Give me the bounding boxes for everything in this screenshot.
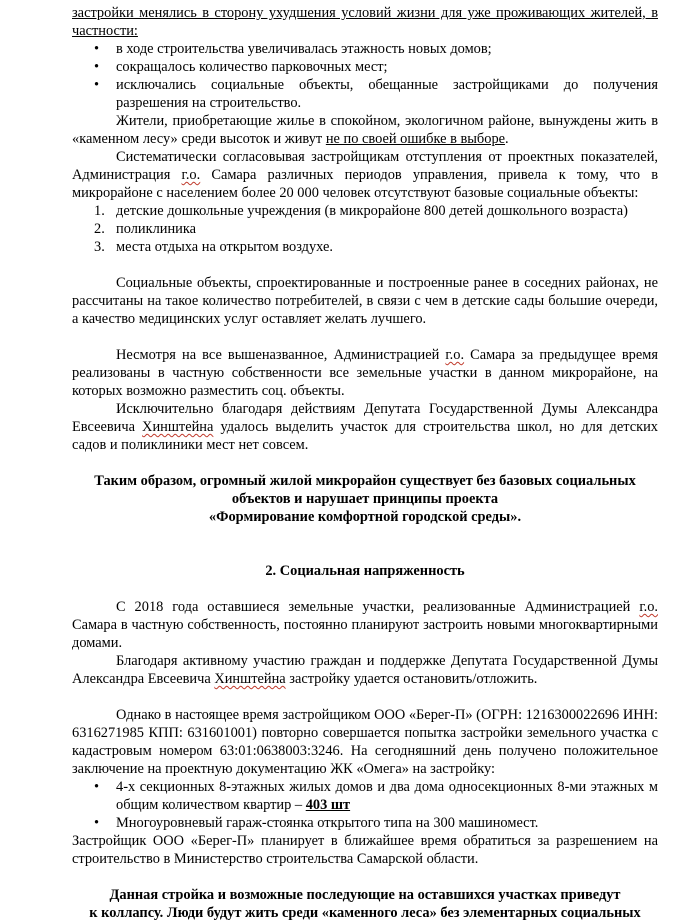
conclusion-block: Таким образом, огромный жилой микрорайон существует без базовых социальных объектов и нарушает принципы проекта «Формирование комфортной городской среды». (94, 473, 636, 525)
bullet-icon: • (94, 815, 100, 831)
section-heading: 2. Социальная напряженность (265, 563, 465, 579)
final-block: Данная стройка и возможные последующие на оставшихся участках приведут к коллапсу. Люди будут жить среди «каменного леса» без элементарных социальных (89, 887, 641, 921)
residents-paragraph: Жители, приобретающие жилье в спокойном, экологичном районе, вынуждены жить в «каменном лесу» среди высоток и живут не по своей ошибке в выборе. (72, 113, 658, 147)
however-paragraph: Однако в настоящее время застройщиком ООО «Берег-П» (ОГРН: 1216300022696 ИНН: 6316271985 КПП: 631601001) повторно совершается попытка застройки земельного участка с кадастровым номером 63:01:0638003:3246. На сегодняшний день получено положительное заключение на проектную документацию ЖК «Омега» на застройку: (72, 707, 658, 777)
bullet-list-1 (72, 40, 658, 112)
list-item: • сокращалось количество парковочных мест; (94, 59, 388, 75)
numbered-list (72, 202, 658, 256)
bullet-icon: • (94, 41, 100, 57)
list-item: • исключались социальные объекты, обещанные застройщиками до получения разрешения на строительство. (94, 77, 658, 111)
bullet-icon: • (94, 77, 100, 93)
list-item: 3. места отдыха на открытом воздухе. (94, 239, 333, 255)
administration-paragraph: Систематически согласовывая застройщикам отступления от проектных показателей, Администрация г.о. Самара различных периодов управления, привела к тому, что в микрорайоне с населением более 20 000 человек отсутствуют базовые социальные объекты: (72, 149, 658, 201)
bullet-icon: • (94, 779, 100, 795)
thanks-paragraph: Благодаря активному участию граждан и поддержке Депутата Государственной Думы Александра Евсеевича Хинштейна застройку удается остановить/отложить. (72, 653, 658, 687)
list-item: 2. поликлиника (94, 221, 197, 237)
list-item: • Многоуровневый гараж-стоянка открытого типа на 300 машиномест. (94, 815, 539, 831)
developer-paragraph: Застройщик ООО «Берег-П» планирует в ближайшее время обратиться за разрешением на строительство в Министерство строительства Самарской области. (72, 833, 658, 867)
bullet-list-2 (72, 778, 658, 832)
despite-paragraph: Несмотря на все вышеназванное, Администрацией г.о. Самара за предыдущее время реализованы в частную собственности все земельные участки в данном микрорайоне, на которых возможно разместить соц. объекты. (72, 347, 658, 399)
list-item: • в ходе строительства увеличивалась этажность новых домов; (94, 41, 492, 57)
deputy-paragraph: Исключительно благодаря действиям Депутата Государственной Думы Александра Евсеевича Хинштейна удалось выделить участок для строительства школ, но для детских садов и поликлиники мест нет совсем. (72, 401, 659, 453)
list-item: 1. детские дошкольные учреждения (в микрорайоне 800 детей дошкольного возраста) (94, 203, 628, 219)
document-page (72, 4, 658, 922)
bullet-icon: • (94, 59, 100, 75)
since-2018-paragraph: С 2018 года оставшиеся земельные участки, реализованные Администрацией г.о. Самара в частную собственность, постоянно планируют застроить новыми многоквартирными домами. (72, 599, 658, 651)
list-item: • 4-х секционных 8-этажных жилых домов и два дома односекционных 8-ми этажных м общим количеством квартир – 403 шт (94, 779, 658, 813)
intro-paragraph: застройки менялись в сторону ухудшения условий жизни для уже проживающих жителей, в частности: (72, 5, 658, 39)
social-objects-paragraph: Социальные объекты, спроектированные и построенные ранее в соседних районах, не рассчитаны на такое количество потребителей, в связи с чем в детские сады большие очереди, а качество медицинских услуг оставляет желать лучшего. (72, 275, 658, 327)
